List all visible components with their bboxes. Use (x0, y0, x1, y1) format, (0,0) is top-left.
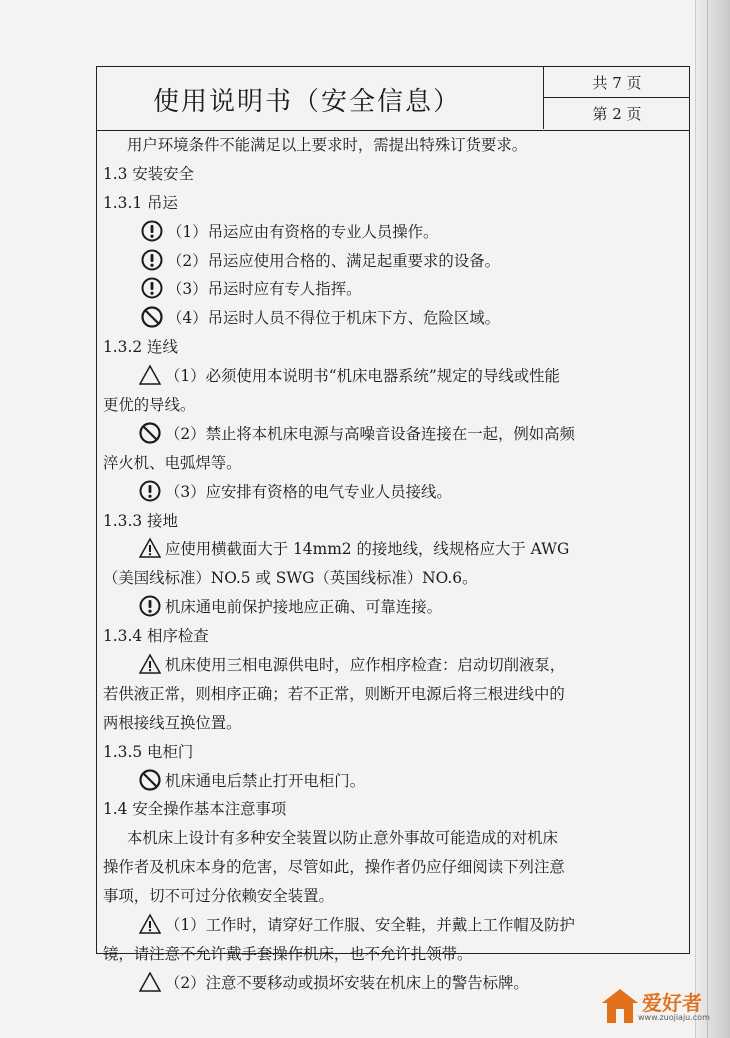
line-text: （3）应安排有资格的电气专业人员接线。 (165, 482, 452, 501)
watermark-brand: 爱好者 (642, 991, 702, 1015)
text-line (103, 564, 687, 593)
text-line (103, 420, 687, 449)
line-text: （1）必须使用本说明书“机床电器系统”规定的导线或性能 (165, 367, 560, 386)
line-text: 应使用横截面大于 14mm2 的接地线，线规格应大于 AWG (165, 540, 570, 559)
line-text: 1.3.4 相序检查 (103, 627, 209, 646)
text-line (103, 535, 687, 564)
line-text: （2）注意不要移动或损坏安装在机床上的警告标牌。 (165, 973, 529, 992)
line-text: 机床通电前保护接地应正确、可靠连接。 (165, 598, 443, 617)
text-line (103, 478, 687, 507)
text-line (103, 333, 687, 362)
text-line (103, 940, 687, 969)
text-line (103, 507, 687, 536)
page-edge-shadow (695, 0, 730, 1038)
document-frame (96, 66, 690, 992)
text-line (103, 651, 687, 680)
line-text: （2）禁止将本机床电源与高噪音设备连接在一起，例如高频 (165, 424, 575, 443)
text-line (103, 218, 687, 247)
document-body (103, 131, 687, 998)
text-line (103, 391, 687, 420)
line-text: 淬火机、电弧焊等。 (103, 453, 242, 472)
line-text: 事项，切不可过分依赖安全装置。 (103, 887, 334, 906)
exclamation-circle-icon (141, 220, 163, 242)
line-text: 1.3.5 电柜门 (103, 742, 194, 761)
prohibited-icon (139, 422, 161, 444)
text-line (103, 680, 687, 709)
text-line (103, 824, 687, 853)
warning-triangle-icon (139, 537, 161, 559)
line-text: （4）吊运时人员不得位于机床下方、危险区域。 (167, 309, 500, 328)
text-line (103, 853, 687, 882)
line-text: （1）吊运应由有资格的专业人员操作。 (167, 222, 439, 241)
page-edge-line (707, 0, 708, 1038)
exclamation-circle-icon (141, 249, 163, 271)
warning-triangle-icon (139, 653, 161, 675)
text-line (103, 882, 687, 911)
line-text: 1.3.3 接地 (103, 511, 178, 530)
page-info-box (543, 67, 690, 129)
total-pages: 共 7 页 (544, 67, 690, 98)
watermark-logo (598, 985, 722, 1027)
text-line (103, 304, 687, 333)
prohibited-icon (139, 769, 161, 791)
prohibited-icon (141, 306, 163, 328)
current-page: 第 2 页 (592, 105, 642, 123)
watermark-url: www.zuojiaju.com (638, 1013, 710, 1022)
text-line (103, 622, 687, 651)
document-title: 使用说明书（安全信息） (153, 87, 462, 117)
text-line (103, 767, 687, 796)
text-line (103, 795, 687, 824)
text-line (103, 738, 687, 767)
text-line (103, 275, 687, 304)
line-text: 机床使用三相电源供电时，应作相序检查：启动切削液泵， (165, 656, 566, 675)
line-text: 1.3.2 连线 (103, 338, 178, 357)
line-text: 1.4 安全操作基本注意事项 (103, 800, 287, 819)
line-text: 两根接线互换位置。 (103, 713, 242, 732)
house-logo-icon (600, 987, 640, 1025)
line-text: 操作者及机床本身的危害，尽管如此，操作者仍应仔细阅读下列注意 (103, 858, 565, 877)
triangle-outline-icon (139, 364, 161, 386)
line-text: 镜，请注意不允许戴手套操作机床，也不允许扎领带。 (103, 944, 473, 963)
text-line (103, 362, 687, 391)
line-text: （美国线标准）NO.5 或 SWG（英国线标准）NO.6。 (103, 569, 478, 588)
line-text: （1）工作时，请穿好工作服、安全鞋，并戴上工作帽及防护 (165, 916, 575, 935)
text-line (103, 449, 687, 478)
line-text: 若供液正常，则相序正确；若不正常，则断开电源后将三根进线中的 (103, 684, 565, 703)
exclamation-circle-icon (139, 480, 161, 502)
line-text: 更优的导线。 (103, 396, 196, 415)
warning-triangle-icon (139, 913, 161, 935)
text-line (103, 160, 687, 189)
document-header (97, 67, 689, 131)
text-line (103, 911, 687, 940)
line-text: 1.3.1 吊运 (103, 193, 178, 212)
text-line (103, 247, 687, 276)
line-text: （2）吊运应使用合格的、满足起重要求的设备。 (167, 251, 500, 270)
line-text: 用户环境条件不能满足以上要求时，需提出特殊订货要求。 (127, 136, 528, 154)
line-text: 机床通电后禁止打开电柜门。 (165, 771, 366, 790)
text-line (103, 593, 687, 622)
line-text: 本机床上设计有多种安全装置以防止意外事故可能造成的对机床 (127, 829, 558, 848)
exclamation-circle-icon (139, 595, 161, 617)
exclamation-circle-icon (141, 277, 163, 299)
text-line (103, 189, 687, 218)
line-text: （3）吊运时应有专人指挥。 (167, 280, 362, 299)
line-text: 1.3 安装安全 (103, 164, 194, 183)
triangle-outline-icon (139, 971, 161, 993)
text-line (103, 131, 687, 160)
text-line (103, 709, 687, 738)
